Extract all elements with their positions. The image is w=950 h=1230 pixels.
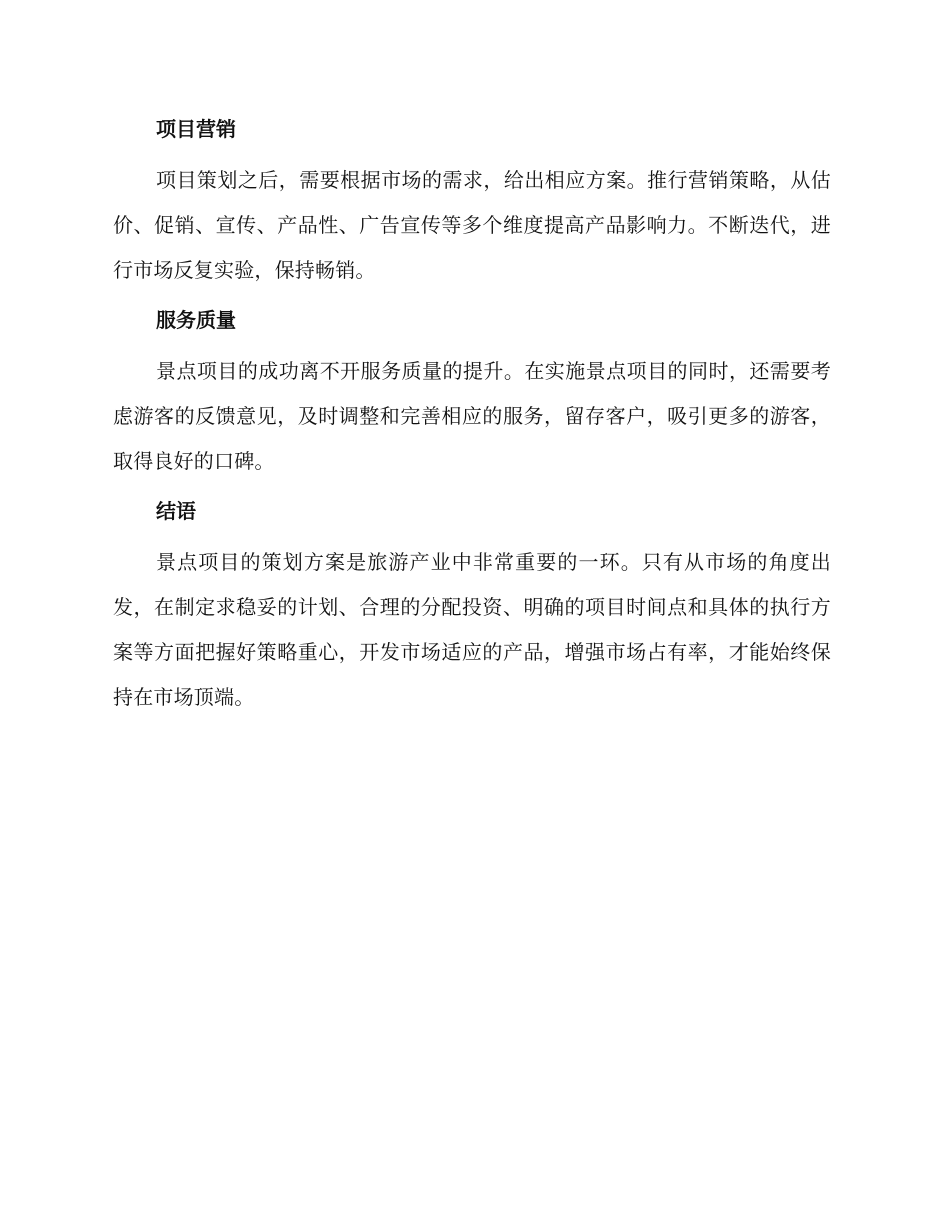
section-service-quality: [113, 303, 831, 484]
section-paragraph: 景点项目的成功离不开服务质量的提升。在实施景点项目的同时，还需要考虑游客的反馈意见，及时调整和完善相应的服务，留存客户，吸引更多的游客，取得良好的口碑。: [113, 359, 831, 473]
section-conclusion: [113, 494, 831, 720]
section-heading: 结语: [156, 499, 196, 523]
document-page: [113, 112, 831, 730]
section-heading: 服务质量: [156, 308, 236, 332]
section-marketing: [113, 112, 831, 293]
section-heading: 项目营销: [156, 117, 236, 141]
section-paragraph: 项目策划之后，需要根据市场的需求，给出相应方案。推行营销策略，从估价、促销、宣传、产品性、广告宣传等多个维度提高产品影响力。不断迭代，进行市场反复实验，保持畅销。: [113, 168, 831, 282]
section-paragraph: 景点项目的策划方案是旅游产业中非常重要的一环。只有从市场的角度出发，在制定求稳妥的计划、合理的分配投资、明确的项目时间点和具体的执行方案等方面把握好策略重心，开发市场适应的产品，增强市场占有率，才能始终保持在市场顶端。: [113, 550, 831, 709]
